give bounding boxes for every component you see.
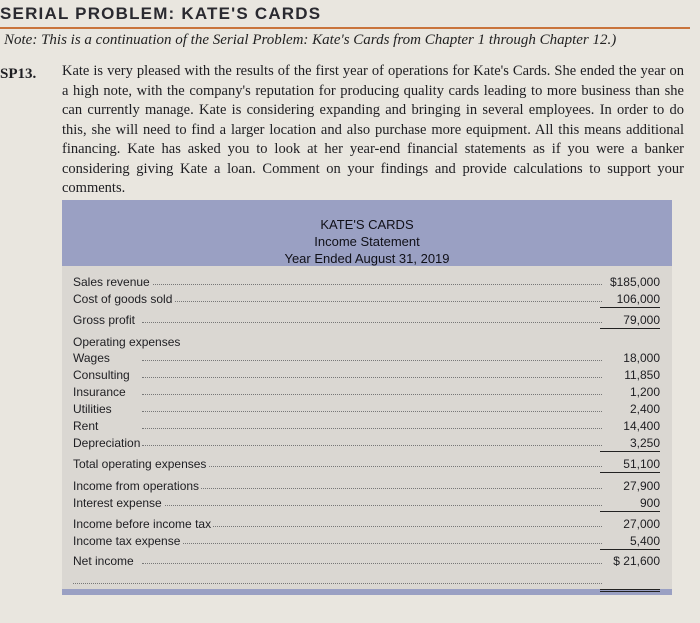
row-amount: 900 (600, 495, 660, 512)
row-amount: 14,400 (623, 419, 660, 433)
row-label: Total operating expenses (73, 457, 207, 471)
row-gross-profit (62, 312, 672, 328)
row-label: Rent (73, 419, 99, 433)
title-rule (0, 27, 690, 29)
row-label: Insurance (73, 385, 126, 399)
row-label: Sales revenue (73, 275, 150, 289)
statement-name: Income Statement (314, 234, 420, 249)
income-statement (62, 200, 672, 595)
row-amount: 79,000 (600, 312, 660, 329)
row-income-before-income-tax (62, 516, 672, 532)
row-amount: 27,000 (623, 517, 660, 531)
row-interest-expense (62, 495, 672, 511)
row-label: Gross profit (73, 313, 136, 327)
leader-dots (142, 466, 602, 467)
row-amount: 2,400 (629, 402, 660, 416)
row-amount: 18,000 (623, 351, 660, 365)
row-amount: 11,850 (624, 368, 660, 382)
row-amount: $ 21,600 (613, 554, 660, 568)
leader-dots (73, 583, 602, 584)
row-label: Cost of goods sold (73, 292, 173, 306)
row-depreciation (62, 435, 672, 451)
row-label: Income before income tax (73, 517, 212, 531)
statement-header (62, 200, 672, 266)
row-label: Wages (73, 351, 110, 365)
row-label: Income tax expense (73, 534, 181, 548)
leader-dots (142, 301, 602, 302)
row-total-operating-expenses (62, 456, 672, 472)
row-utilities (62, 401, 672, 417)
statement-period: Year Ended August 31, 2019 (284, 251, 450, 266)
row-amount: 3,250 (600, 435, 660, 452)
row-income-from-operations (62, 478, 672, 494)
section-title: SERIAL PROBLEM: KATE'S CARDS (0, 4, 322, 23)
row-insurance (62, 384, 672, 400)
row-sales-revenue (62, 274, 672, 290)
row-spacer-net-income-dots (62, 573, 672, 589)
statement-bottom-bar (62, 589, 672, 595)
row-amount: 106,000 (600, 291, 660, 308)
row-label: Depreciation (73, 436, 141, 450)
row-consulting (62, 367, 672, 383)
leader-dots (142, 428, 602, 429)
row-amount: 51,100 (600, 456, 660, 473)
leader-dots (142, 394, 602, 395)
leader-dots (142, 543, 602, 544)
row-wages (62, 350, 672, 366)
row-income-tax-expense (62, 533, 672, 549)
problem-label: SP13. (0, 66, 37, 82)
row-label: Utilities (73, 402, 112, 416)
leader-dots (142, 563, 602, 564)
leader-dots (142, 322, 602, 323)
problem-text: Kate is very pleased with the results of the first year of operations for Kate's Cards. She ended the year on a high note, with the company's reputation for producing quality cards leading to more business than she can currently manage. Kate is considering expanding and bringing in several employees. In order to do this, she will need to find a larger location and also purchase more equipment. All this means additional financing. Kate has asked you to look at her year-end financial statements as if you were a banker considering giving Kate a loan. Comment on your findings and provide calculations to support your comments. (62, 63, 684, 196)
row-net-income (62, 553, 672, 569)
row-operating-expenses (62, 334, 672, 350)
row-label: Net income (73, 554, 134, 568)
leader-dots (142, 505, 602, 506)
row-label: Operating expenses (73, 335, 181, 349)
row-amount: $185,000 (609, 275, 660, 289)
row-label: Consulting (73, 368, 130, 382)
company-name: KATE'S CARDS (320, 217, 414, 232)
row-rent (62, 418, 672, 434)
continuation-note: Note: This is a continuation of the Serial Problem: Kate's Cards from Chapter 1 through Chapter 12.) (4, 32, 617, 48)
row-amount: 27,900 (623, 479, 660, 493)
row-label: Interest expense (73, 496, 162, 510)
row-amount: 1,200 (629, 385, 660, 399)
row-amount: 5,400 (600, 533, 660, 550)
leader-dots (142, 488, 602, 489)
leader-dots (142, 377, 602, 378)
row-label: Income from operations (73, 479, 200, 493)
leader-dots (142, 360, 602, 361)
leader-dots (142, 411, 602, 412)
leader-dots (142, 284, 602, 285)
row-cost-of-goods-sold (62, 291, 672, 307)
net-income-double-rule (600, 573, 660, 592)
leader-dots (142, 445, 602, 446)
